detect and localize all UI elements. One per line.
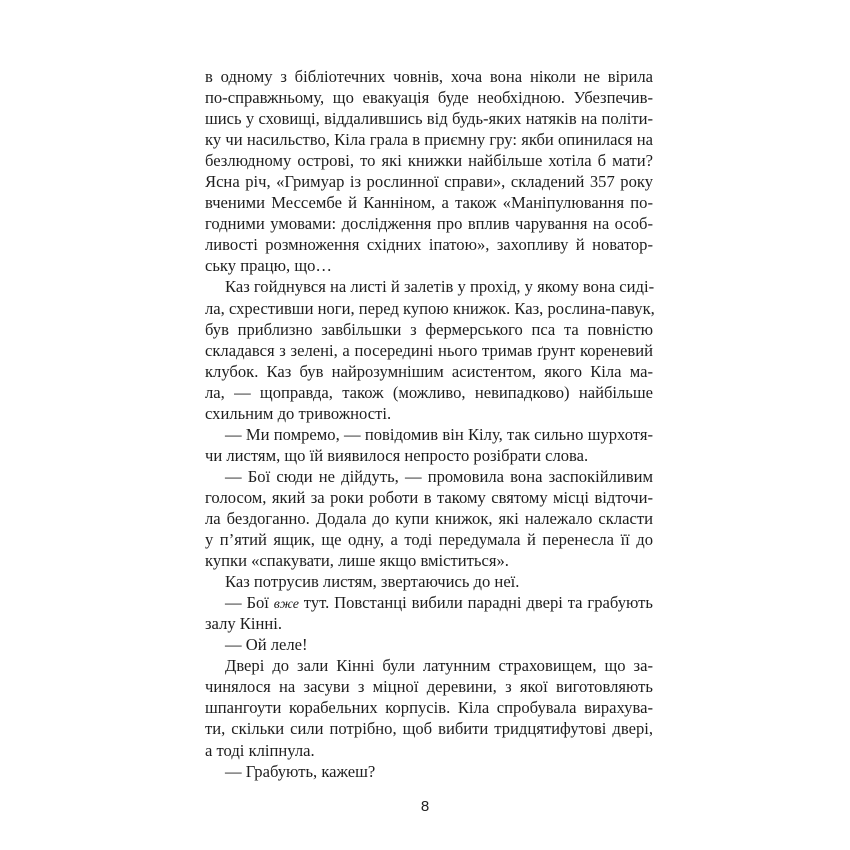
text-line: шись у сховищі, віддалившись від будь-яких натяків на політи-	[205, 109, 653, 129]
text-line	[205, 592, 653, 613]
text-line: а тоді кліпнула.	[205, 740, 315, 760]
text-line: безлюдному острові, то які книжки найбільше хотіла б мати?	[205, 151, 653, 171]
text-line: чинялося на засуви з міцної деревини, з якої виготовляють	[205, 677, 653, 697]
text-line: по-справжньому, що евакуація буде необхідною. Убезпечив-	[205, 88, 653, 108]
text-line: Двері до зали Кінні були латунним страховищем, що за-	[225, 656, 653, 676]
text-line: — Ой леле!	[225, 635, 308, 655]
text-line: ла, схрестивши ноги, перед купою книжок. Каз, рослина-павук,	[205, 298, 655, 318]
text-line: схильним до тривожності.	[205, 403, 392, 423]
text-line: голосом, який за роки роботи в такому святому місці відточи-	[205, 487, 653, 507]
text-line: клубок. Каз був найрозумнішим асистентом, якого Кіла ма-	[205, 361, 653, 381]
italic-emphasis: вже	[273, 597, 299, 613]
book-page-text	[205, 66, 653, 782]
text-line: — Ми помремо, — повідомив він Кілу, так сильно шурхотя-	[225, 424, 653, 444]
text-line: ську працю, що…	[205, 256, 332, 276]
text-line: ку чи насильство, Кіла грала в приємну гру: якби опинилася на	[205, 130, 653, 150]
text-line: був приблизно завбільшки з фермерського пса та повністю	[205, 319, 653, 339]
text-line: ла, — щоправда, також (можливо, невипадково) найбільше	[205, 382, 653, 402]
text-line: складався з зелені, а посередині нього тримав ґрунт кореневий	[205, 340, 653, 360]
text-line: чи листям, що їй виявилося непросто розібрати слова.	[205, 445, 589, 465]
text-line: ти, скільки сили потрібно, щоб вибити тридцятифутові двері,	[205, 719, 653, 739]
page-number: 8	[420, 798, 430, 815]
text-line: ла бездоганно. Додала до купи книжок, які належало скласти	[205, 508, 653, 528]
text-line: — Бої сюди не дійдуть, — промовила вона заспокійливим	[225, 466, 653, 486]
text-line: вченими Мессембе й Канніном, а також «Маніпулювання по-	[205, 193, 653, 213]
text-line: залу Кінні.	[205, 614, 282, 634]
text-line: Каз потрусив листям, звертаючись до неї.	[225, 572, 520, 592]
text-segment: — Бої	[225, 593, 274, 613]
text-line: у п’ятий ящик, ще одну, а тоді передумала й перенесла її до	[205, 530, 653, 550]
text-line: шпангоути корабельних корпусів. Кіла спробувала вирахува-	[205, 698, 653, 718]
text-line: — Грабують, кажеш?	[225, 761, 376, 781]
text-line: купки «спакувати, лише якщо вміститься».	[205, 551, 509, 571]
text-line: Каз гойднувся на листі й залетів у прохід, у якому вона сиді-	[225, 277, 655, 297]
text-line: в одному з бібліотечних човнів, хоча вона ніколи не вірила	[205, 67, 653, 86]
text-line: Ясна річ, «Гримуар із рослинної справи», складений 357 року	[205, 172, 653, 192]
text-segment: тут. Повстанці вибили парадні двері та грабують	[298, 593, 653, 613]
text-line: ливості розмноження східних іпатою», захопливу й новатор-	[205, 235, 653, 255]
text-line: годними умовами: дослідження про вплив чарування на особ-	[205, 214, 653, 234]
